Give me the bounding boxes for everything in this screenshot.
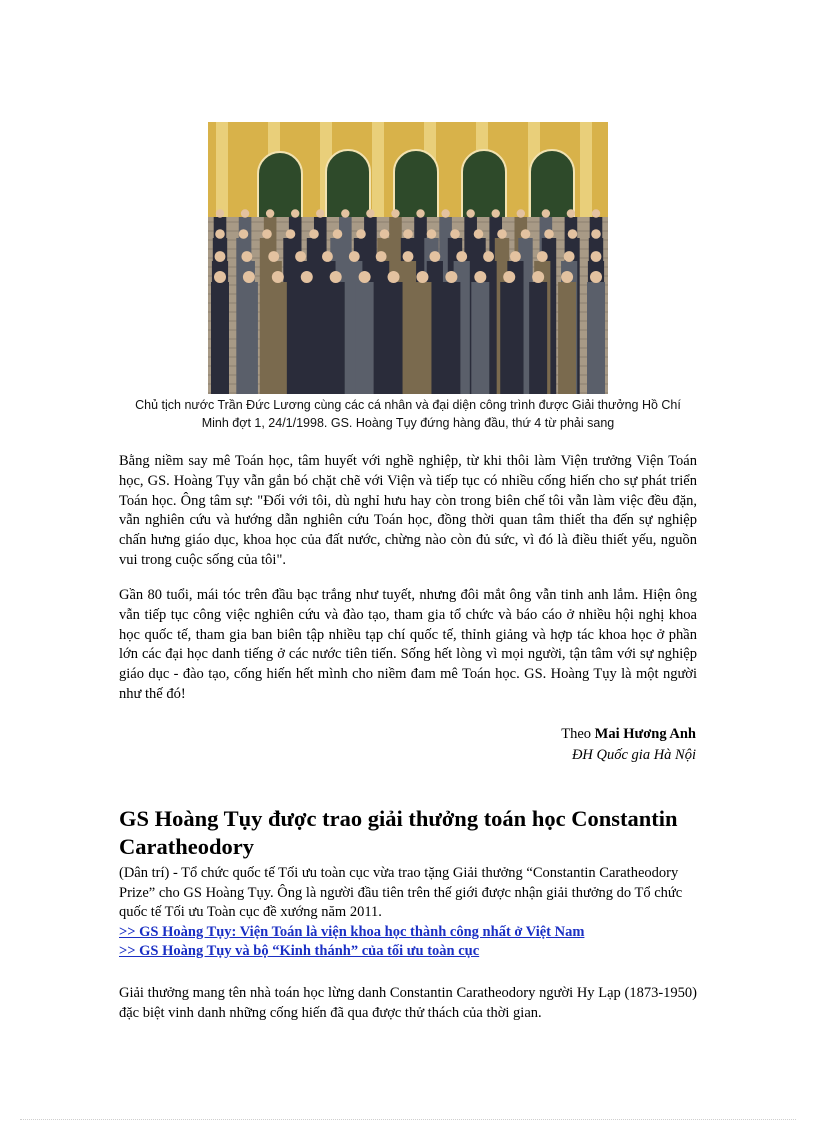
person-head xyxy=(564,251,575,262)
column xyxy=(580,122,592,232)
person-head xyxy=(380,229,390,239)
body-paragraph-3: Giải thưởng mang tên nhà toán học lừng danh Constantin Caratheodory người Hy Lạp (1873-1950) đặc biệt vinh danh những cống hiến đã qua được thử thách của thời gian. xyxy=(119,985,697,1021)
person-head xyxy=(241,251,252,262)
article-lead: (Dân trí) - Tổ chức quốc tế Tối ưu toàn cục vừa trao tặng Giải thưởng “Constantin Caratheodory Prize” cho GS Hoàng Tụy. Ông là người đầu tiên trên thế giới được nhận giải thưởng do Tổ chức quốc tế Tối ưu Toàn cục đề xướng năm 2011. xyxy=(119,865,683,921)
person-head xyxy=(359,271,371,283)
photo-caption xyxy=(108,396,708,432)
person-head xyxy=(466,209,474,217)
person-body xyxy=(211,282,229,394)
article-headline: GS Hoàng Tụy được trao giải thưởng toán học Constantin Caratheodory xyxy=(119,806,678,859)
person-body xyxy=(413,282,431,394)
arch-window xyxy=(530,150,574,222)
byline-prefix: Theo xyxy=(561,726,595,742)
person-head xyxy=(591,229,601,239)
person-head xyxy=(450,229,460,239)
person-head xyxy=(333,229,343,239)
person-head xyxy=(216,209,224,217)
person-head xyxy=(322,251,333,262)
person-head xyxy=(243,271,255,283)
person-body xyxy=(240,282,258,394)
person-body xyxy=(298,282,316,394)
person-head xyxy=(391,209,399,217)
person-head xyxy=(301,271,313,283)
group-photo-illustration xyxy=(208,122,608,394)
byline-author: Mai Hương Anh xyxy=(594,726,696,742)
person-head xyxy=(388,271,400,283)
person-head xyxy=(567,209,575,217)
person-body xyxy=(327,282,345,394)
person-body xyxy=(558,282,576,394)
person-head xyxy=(403,229,413,239)
person-body xyxy=(471,282,489,394)
person-body xyxy=(269,282,287,394)
person-head xyxy=(456,251,467,262)
person-head xyxy=(349,251,360,262)
person-head xyxy=(272,271,284,283)
person-head xyxy=(441,209,449,217)
person-head xyxy=(215,251,226,262)
person-head xyxy=(295,251,306,262)
person-body xyxy=(529,282,547,394)
related-link-1[interactable]: >> GS Hoàng Tụy: Viện Toán là viện khoa học thành công nhất ở Việt Nam xyxy=(119,924,585,940)
byline-author-line xyxy=(400,724,696,744)
person-head xyxy=(537,251,548,262)
person-head xyxy=(316,209,324,217)
person-head xyxy=(427,229,437,239)
person-head xyxy=(497,229,507,239)
person-head xyxy=(510,251,521,262)
body-paragraph-2: Gần 80 tuổi, mái tóc trên đầu bạc trắng như tuyết, nhưng đôi mắt ông vẫn tinh anh lắm. Hiện ông vẫn tiếp tục công việc nghiên cứu và đào tạo, tham gia tổ chức và báo cáo ở nhiều hội nghị khoa học quốc tế, tham gia ban biên tập nhiều tạp chí quốc tế, thỉnh giảng và hợp tác khoa học ở phần lớn các đại học danh tiếng ở các nước tiên tiến. Sống hết lòng vì mọi người, tận tâm với sự nghiệp giáo dục - đào tạo, cống hiến hết mình cho niềm đam mê Toán học. GS. Hoàng Tụy là một người như thế đó! xyxy=(119,587,697,702)
group-photo xyxy=(208,122,608,394)
person-head xyxy=(268,251,279,262)
person-head xyxy=(521,229,531,239)
person-head xyxy=(503,271,515,283)
person-head xyxy=(445,271,457,283)
person-head xyxy=(544,229,554,239)
person-head xyxy=(239,229,249,239)
body-paragraph-1: Bằng niềm say mê Toán học, tâm huyết với nghề nghiệp, từ khi thôi làm Viện trưởng Viện Toán học, GS. Hoàng Tụy vẫn gắn bó chặt chẽ với Viện và tiếp tục có nhiều cống hiến cho sự phát triển Toán học. Ông tâm sự: "Đối với tôi, dù nghỉ hưu hay còn trong biên chế tôi vẫn làm việc đều đặn, vẫn nghiên cứu và hướng dẫn nghiên cứu Toán học, đồng thời quan tâm thiết tha đến sự nghiệp chấn hưng giáo dục, khoa học của đất nước, chừng nào còn đủ sức, vì đó là điều thiết yếu, nguồn vui trong cuộc sống của tôi". xyxy=(119,453,697,568)
person-head xyxy=(215,229,225,239)
person-head xyxy=(330,271,342,283)
person-head xyxy=(356,229,366,239)
page-divider xyxy=(20,1119,796,1120)
person-body xyxy=(385,282,403,394)
person-head xyxy=(214,271,226,283)
person-head xyxy=(474,229,484,239)
person-head xyxy=(492,209,500,217)
person-head xyxy=(341,209,349,217)
person-body xyxy=(500,282,518,394)
person-head xyxy=(416,271,428,283)
person-head xyxy=(561,271,573,283)
person-head xyxy=(291,209,299,217)
caption-line-1: Chủ tịch nước Trần Đức Lương cùng các cá nhân và đại diện công trình được Giải thưởng Hồ Chí xyxy=(135,398,681,412)
person-head xyxy=(286,229,296,239)
person-head xyxy=(483,251,494,262)
person-head xyxy=(376,251,387,262)
person-body xyxy=(587,282,605,394)
person-head xyxy=(403,251,414,262)
person-body xyxy=(442,282,460,394)
person-head xyxy=(542,209,550,217)
caption-line-2: Minh đợt 1, 24/1/1998. GS. Hoàng Tụy đứng hàng đầu, thứ 4 từ phải sang xyxy=(201,416,615,430)
person-head xyxy=(591,251,602,262)
person-head xyxy=(262,229,272,239)
arch-window xyxy=(394,150,438,222)
person-body xyxy=(356,282,374,394)
person-head xyxy=(416,209,424,217)
byline-organization: ĐH Quốc gia Hà Nội xyxy=(571,747,696,763)
person-head xyxy=(366,209,374,217)
person-head xyxy=(590,271,602,283)
person-head xyxy=(429,251,440,262)
person-head xyxy=(517,209,525,217)
person-head xyxy=(568,229,578,239)
person-head xyxy=(474,271,486,283)
person-head xyxy=(532,271,544,283)
person-head xyxy=(241,209,249,217)
related-link-2[interactable]: >> GS Hoàng Tụy và bộ “Kinh thánh” của tối ưu toàn cục xyxy=(119,943,480,959)
person-head xyxy=(309,229,319,239)
person-head xyxy=(266,209,274,217)
person-head xyxy=(592,209,600,217)
